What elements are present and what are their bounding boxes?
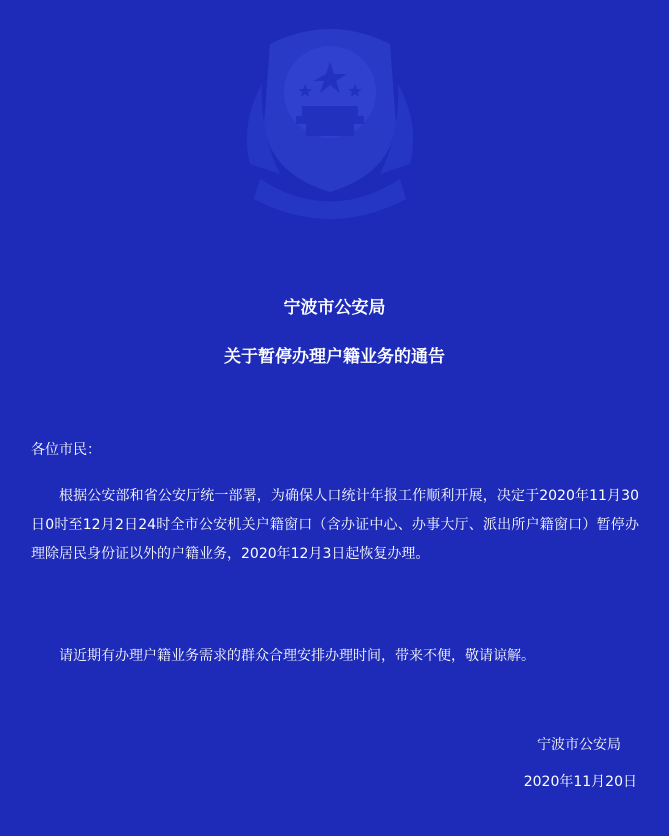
notice-title: 关于暂停办理户籍业务的通告 bbox=[224, 347, 445, 367]
notice-paragraph: 请近期有办理户籍业务需求的群众合理安排办理时间，带来不便，敬请谅解。 bbox=[59, 648, 535, 664]
greeting: 各位市民： bbox=[31, 442, 101, 458]
police-badge-icon bbox=[210, 14, 450, 239]
issue-date: 2020年11月20日 bbox=[523, 774, 637, 790]
issuer-title: 宁波市公安局 bbox=[283, 298, 386, 318]
signature: 宁波市公安局 bbox=[537, 737, 621, 753]
notice-paragraph: 根据公安部和省公安厅统一部署，为确保人口统计年报工作顺利开展，决定于2020年11月30日0时至12月2日24时全市公安机关户籍窗口（含办证中心、办事大厅、派出所户籍窗口）暂停办理除居民身份证以外的户籍业务，2020年12月3日起恢复办理。 bbox=[31, 488, 639, 562]
